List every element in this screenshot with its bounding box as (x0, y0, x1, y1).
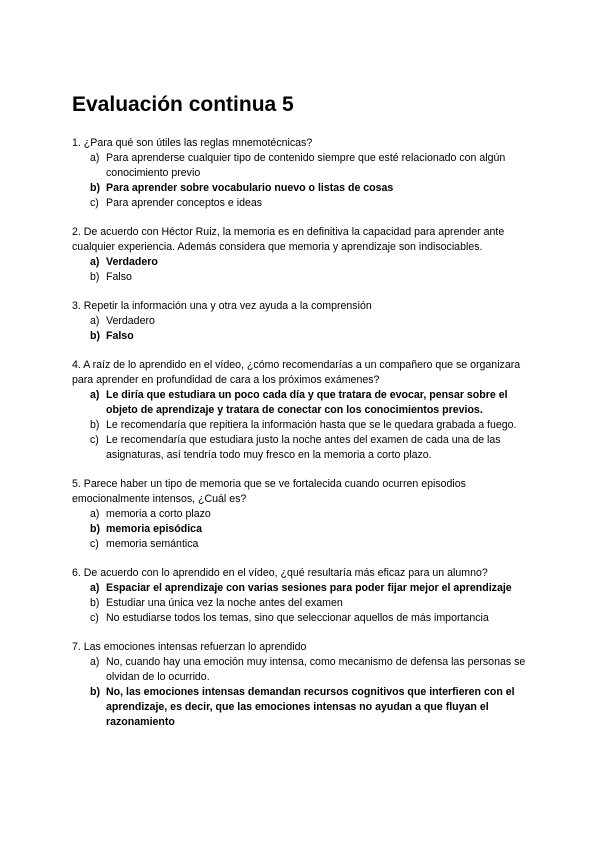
answer-option-correct (72, 522, 532, 537)
option-text: Para aprenderse cualquier tipo de contenido siempre que esté relacionado con algún conocimiento previo (106, 152, 506, 179)
answer-option-correct (72, 181, 532, 196)
question-text: 1. ¿Para qué son útiles las reglas mnemotécnicas? (72, 137, 313, 149)
option-letter: b) (90, 271, 100, 283)
question-1 (72, 136, 532, 211)
answer-option (72, 596, 532, 611)
option-text: Le diría que estudiara un poco cada día y que tratara de evocar, pensar sobre el objeto de aprendizaje y tratara de conectar con los conocimientos previos. (106, 389, 508, 416)
answer-options (72, 314, 532, 344)
option-letter: b) (90, 182, 100, 194)
question-4 (72, 358, 532, 463)
answer-option (72, 537, 532, 552)
answer-options (72, 388, 532, 463)
option-text: Para aprender sobre vocabulario nuevo o listas de cosas (106, 182, 394, 194)
answer-option-correct (72, 581, 532, 596)
option-text: Falso (106, 330, 134, 342)
option-text: No estudiarse todos los temas, sino que seleccionar aquellos de más importancia (106, 612, 489, 624)
option-letter: a) (90, 582, 100, 594)
answer-option (72, 433, 532, 463)
option-letter: c) (90, 434, 99, 446)
option-text: Verdadero (106, 256, 158, 268)
answer-options (72, 581, 532, 626)
option-text: memoria a corto plazo (106, 508, 211, 520)
option-letter: c) (90, 197, 99, 209)
question-text: 3. Repetir la información una y otra vez ayuda a la comprensión (72, 300, 372, 312)
question-list (72, 136, 532, 744)
question-text: 7. Las emociones intensas refuerzan lo aprendido (72, 641, 307, 653)
question-6 (72, 566, 532, 626)
option-letter: a) (90, 152, 100, 164)
option-letter: a) (90, 315, 100, 327)
option-text: memoria semántica (106, 538, 199, 550)
option-letter: b) (90, 330, 100, 342)
option-text: Le recomendaría que repitiera la información hasta que se le quedara grabada a fuego. (106, 419, 517, 431)
question-text: 4. A raíz de lo aprendido en el vídeo, ¿cómo recomendarías a un compañero que se organizara para aprender en profundidad de cara a los próximos exámenes? (72, 359, 521, 386)
option-letter: a) (90, 656, 100, 668)
question-text: 2. De acuerdo con Héctor Ruiz, la memoria es en definitiva la capacidad para aprender ante cualquier experiencia. Además considera que memoria y aprendizaje son indisociables. (72, 226, 505, 253)
option-text: Estudiar una única vez la noche antes del examen (106, 597, 343, 609)
answer-option (72, 151, 532, 181)
answer-option (72, 196, 532, 211)
option-letter: c) (90, 538, 99, 550)
option-letter: a) (90, 508, 100, 520)
option-letter: a) (90, 256, 100, 268)
option-text: Para aprender conceptos e ideas (106, 197, 263, 209)
option-text: No, cuando hay una emoción muy intensa, como mecanismo de defensa las personas se olvidan de lo ocurrido. (106, 656, 526, 683)
answer-options (72, 151, 532, 211)
option-letter: a) (90, 389, 100, 401)
answer-options (72, 255, 532, 285)
option-text: Falso (106, 271, 132, 283)
option-text: No, las emociones intensas demandan recursos cognitivos que interfieren con el aprendizaje, es decir, que las emociones intensas no ayudan a que fluyan el razonamiento (106, 686, 515, 728)
answer-option (72, 611, 532, 626)
answer-option (72, 270, 532, 285)
answer-option (72, 418, 532, 433)
option-letter: b) (90, 686, 100, 698)
option-text: Espaciar el aprendizaje con varias sesiones para poder fijar mejor el aprendizaje (106, 582, 512, 594)
answer-option-correct (72, 685, 532, 730)
question-2 (72, 225, 532, 285)
option-text: Verdadero (106, 315, 155, 327)
answer-option-correct (72, 255, 532, 270)
option-letter: b) (90, 523, 100, 535)
answer-options (72, 507, 532, 552)
question-3 (72, 299, 532, 344)
question-text: 6. De acuerdo con lo aprendido en el vídeo, ¿qué resultaría más eficaz para un alumno? (72, 567, 488, 579)
option-letter: b) (90, 597, 100, 609)
option-letter: b) (90, 419, 100, 431)
answer-option-correct (72, 329, 532, 344)
answer-option (72, 655, 532, 685)
question-5 (72, 477, 532, 552)
page-title: Evaluación continua 5 (72, 93, 294, 116)
answer-option (72, 314, 532, 329)
option-text: Le recomendaría que estudiara justo la noche antes del examen de cada una de las asignaturas, así tendría todo muy fresco en la memoria a corto plazo. (106, 434, 501, 461)
question-text: 5. Parece haber un tipo de memoria que se ve fortalecida cuando ocurren episodios emocionalmente intensos, ¿Cuál es? (72, 478, 466, 505)
option-text: memoria episódica (106, 523, 202, 535)
option-letter: c) (90, 612, 99, 624)
question-7 (72, 640, 532, 730)
answer-option-correct (72, 388, 532, 418)
answer-options (72, 655, 532, 730)
answer-option (72, 507, 532, 522)
